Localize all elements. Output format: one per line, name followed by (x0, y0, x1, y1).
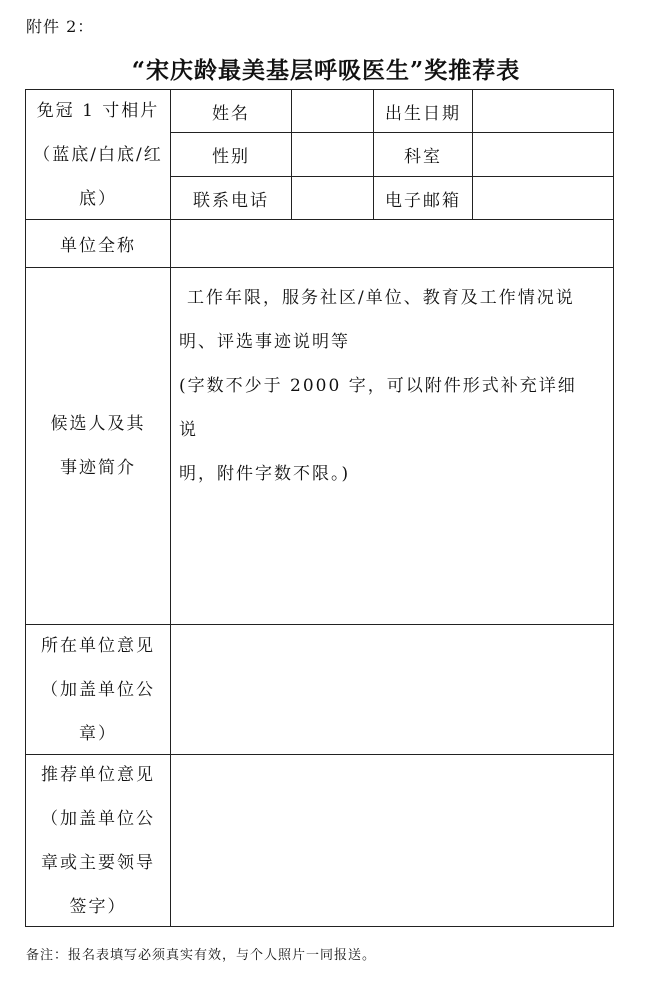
recommend-opinion-line-1: 推荐单位意见 (41, 764, 155, 785)
email-label: 电子邮箱 (373, 176, 473, 220)
recommendation-form-table (25, 89, 614, 927)
birth-date-value-field[interactable] (472, 89, 614, 133)
recommend-opinion-line-2: （加盖单位公 (41, 808, 155, 829)
unit-opinion-field[interactable] (170, 624, 614, 755)
photo-cell[interactable] (25, 89, 171, 220)
attachment-label: 附件 2： (26, 17, 95, 36)
name-label: 姓名 (170, 89, 292, 133)
footnote: 备注：报名表填写必须真实有效，与个人照片一同报送。 (26, 948, 377, 963)
profile-instruction-line-2: 明、评选事迹说明等 (179, 332, 350, 352)
profile-label-line-1: 候选人及其 (50, 414, 146, 434)
profile-content-field[interactable] (170, 267, 614, 625)
profile-instruction-line-4: 明，附件字数不限。) (179, 464, 351, 484)
profile-label-line-2: 事迹简介 (60, 458, 136, 478)
photo-label-line-2: （蓝底/白底/红 (33, 144, 163, 165)
recommend-opinion-line-4: 签字） (69, 896, 127, 917)
name-value-field[interactable] (291, 89, 374, 133)
unit-name-value-field[interactable] (170, 219, 614, 268)
email-value-field[interactable] (472, 176, 614, 220)
profile-instruction-line-1: 工作年限，服务社区/单位、教育及工作情况说 (187, 288, 575, 308)
form-title: “宋庆龄最美基层呼吸医生”奖推荐表 (131, 57, 521, 84)
profile-instruction-line-3: (字数不少于 2000 字，可以附件形式补充详细说 (179, 376, 577, 440)
gender-label: 性别 (170, 132, 292, 177)
birth-date-label: 出生日期 (373, 89, 473, 133)
unit-opinion-line-3: 章） (79, 723, 117, 744)
phone-value-field[interactable] (291, 176, 374, 220)
recommend-opinion-field[interactable] (170, 754, 614, 927)
recommend-opinion-line-3: 章或主要领导 (41, 852, 155, 873)
unit-opinion-label (25, 624, 171, 755)
recommend-opinion-label (25, 754, 171, 927)
photo-label-line-3: 底） (79, 188, 117, 209)
department-label: 科室 (373, 132, 473, 177)
department-value-field[interactable] (472, 132, 614, 177)
unit-opinion-line-1: 所在单位意见 (41, 635, 155, 656)
unit-name-label: 单位全称 (25, 219, 171, 268)
phone-label: 联系电话 (170, 176, 292, 220)
unit-opinion-line-2: （加盖单位公 (41, 679, 155, 700)
gender-value-field[interactable] (291, 132, 374, 177)
photo-label-line-1: 免冠 1 寸相片 (36, 100, 160, 121)
profile-label (25, 267, 171, 625)
